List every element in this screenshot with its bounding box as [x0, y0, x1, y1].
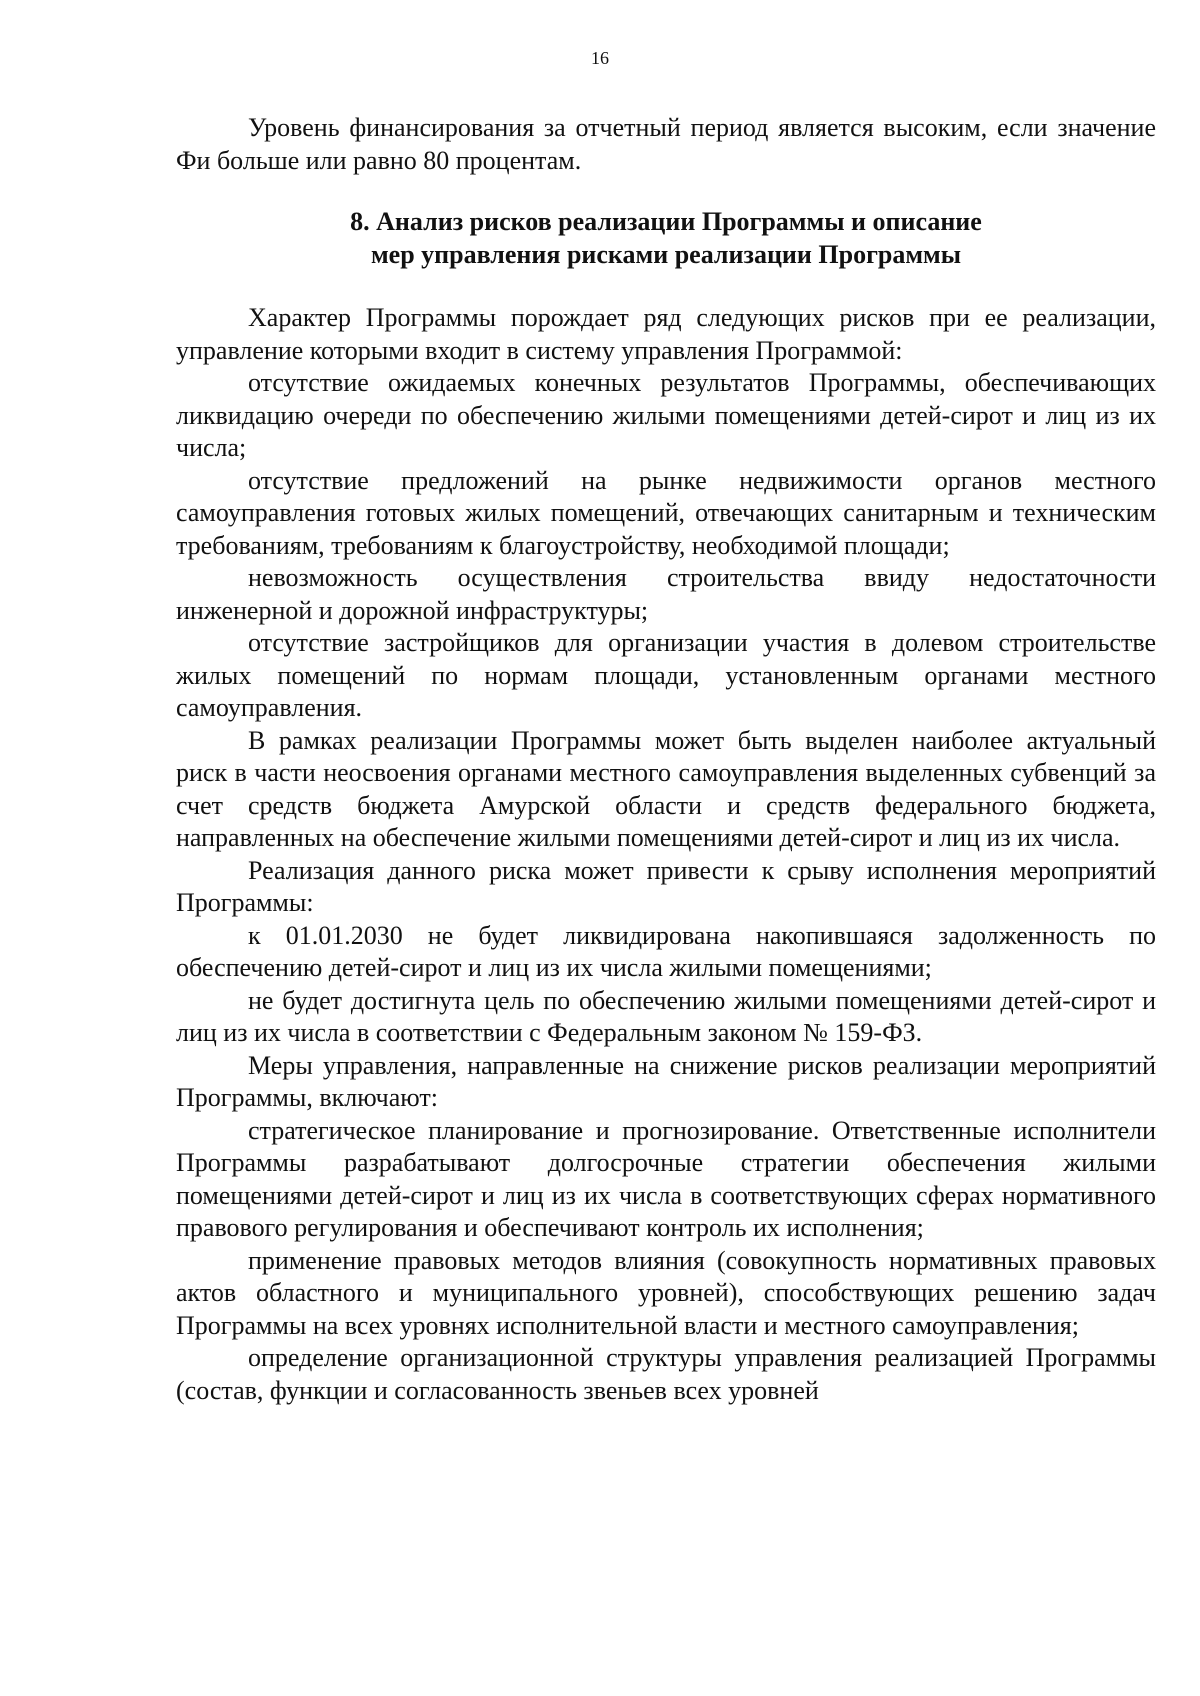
document-body [176, 112, 1156, 1407]
paragraph-measure-3: определение организационной структуры управления реализацией Программы (состав, функции и согласованность звеньев всех уровней [176, 1343, 1156, 1405]
section-heading-line-1: 8. Анализ рисков реализации Программы и описание [350, 207, 982, 236]
paragraph-risks-intro: Характер Программы порождает ряд следующих рисков при ее реализации, управление которыми входит в систему управления Программой: [176, 303, 1156, 365]
paragraph-risk-4: отсутствие застройщиков для организации участия в долевом строительстве жилых помещений по нормам площади, установленным органами местного самоуправления. [176, 628, 1156, 722]
paragraph-measure-2: применение правовых методов влияния (совокупность нормативных правовых актов областного и муниципального уровней), способствующих решению задач Программы на всех уровнях исполнительной власти и местного самоуправления; [176, 1245, 1156, 1340]
section-heading-line-2: мер управления рисками реализации Программы [370, 240, 962, 269]
paragraph-risk-1: отсутствие ожидаемых конечных результатов Программы, обеспечивающих ликвидацию очереди по обеспечению жилыми помещениями детей-сирот и лиц из их числа; [176, 368, 1156, 462]
intro-paragraph: Уровень финансирования за отчетный период является высоким, если значение Фи больше или равно 80 процентам. [176, 113, 1156, 175]
paragraph-main-risk: В рамках реализации Программы может быть выделен наиболее актуальный риск в части неосвоения органами местного самоуправления выделенных субвенций за счет средств бюджета Амурской области и средств федерального бюджета, направленных на обеспечение жилыми помещениями детей-сирот и лиц из их числа. [176, 725, 1156, 852]
paragraph-risk-2: отсутствие предложений на рынке недвижимости органов местного самоуправления готовых жилых помещений, отвечающих санитарным и техническим требованиям, требованиям к благоустройству, необходимой площади; [176, 465, 1156, 560]
paragraph-risk-3: невозможность осуществления строительства ввиду недостаточности инженерной и дорожной инфраструктуры; [176, 563, 1156, 625]
paragraph-measures-intro: Меры управления, направленные на снижение рисков реализации мероприятий Программы, включают: [176, 1050, 1156, 1112]
section-heading [176, 205, 1156, 271]
paragraph-measure-1: стратегическое планирование и прогнозирование. Ответственные исполнители Программы разрабатывают долгосрочные стратегии обеспечения жилыми помещениями детей-сирот и лиц из их числа в соответствующих сферах нормативного правового регулирования и обеспечивают контроль их исполнения; [176, 1115, 1156, 1242]
page-number: 16 [591, 48, 609, 68]
paragraph-consequence-2: не будет достигнута цель по обеспечению жилыми помещениями детей-сирот и лиц из их числа в соответствии с Федеральным законом № 159-ФЗ. [176, 985, 1156, 1047]
paragraph-consequence-1: к 01.01.2030 не будет ликвидирована накопившаяся задолженность по обеспечению детей-сирот и лиц из их числа жилыми помещениями; [176, 920, 1156, 982]
paragraph-consequences-intro: Реализация данного риска может привести к срыву исполнения мероприятий Программы: [176, 855, 1156, 917]
